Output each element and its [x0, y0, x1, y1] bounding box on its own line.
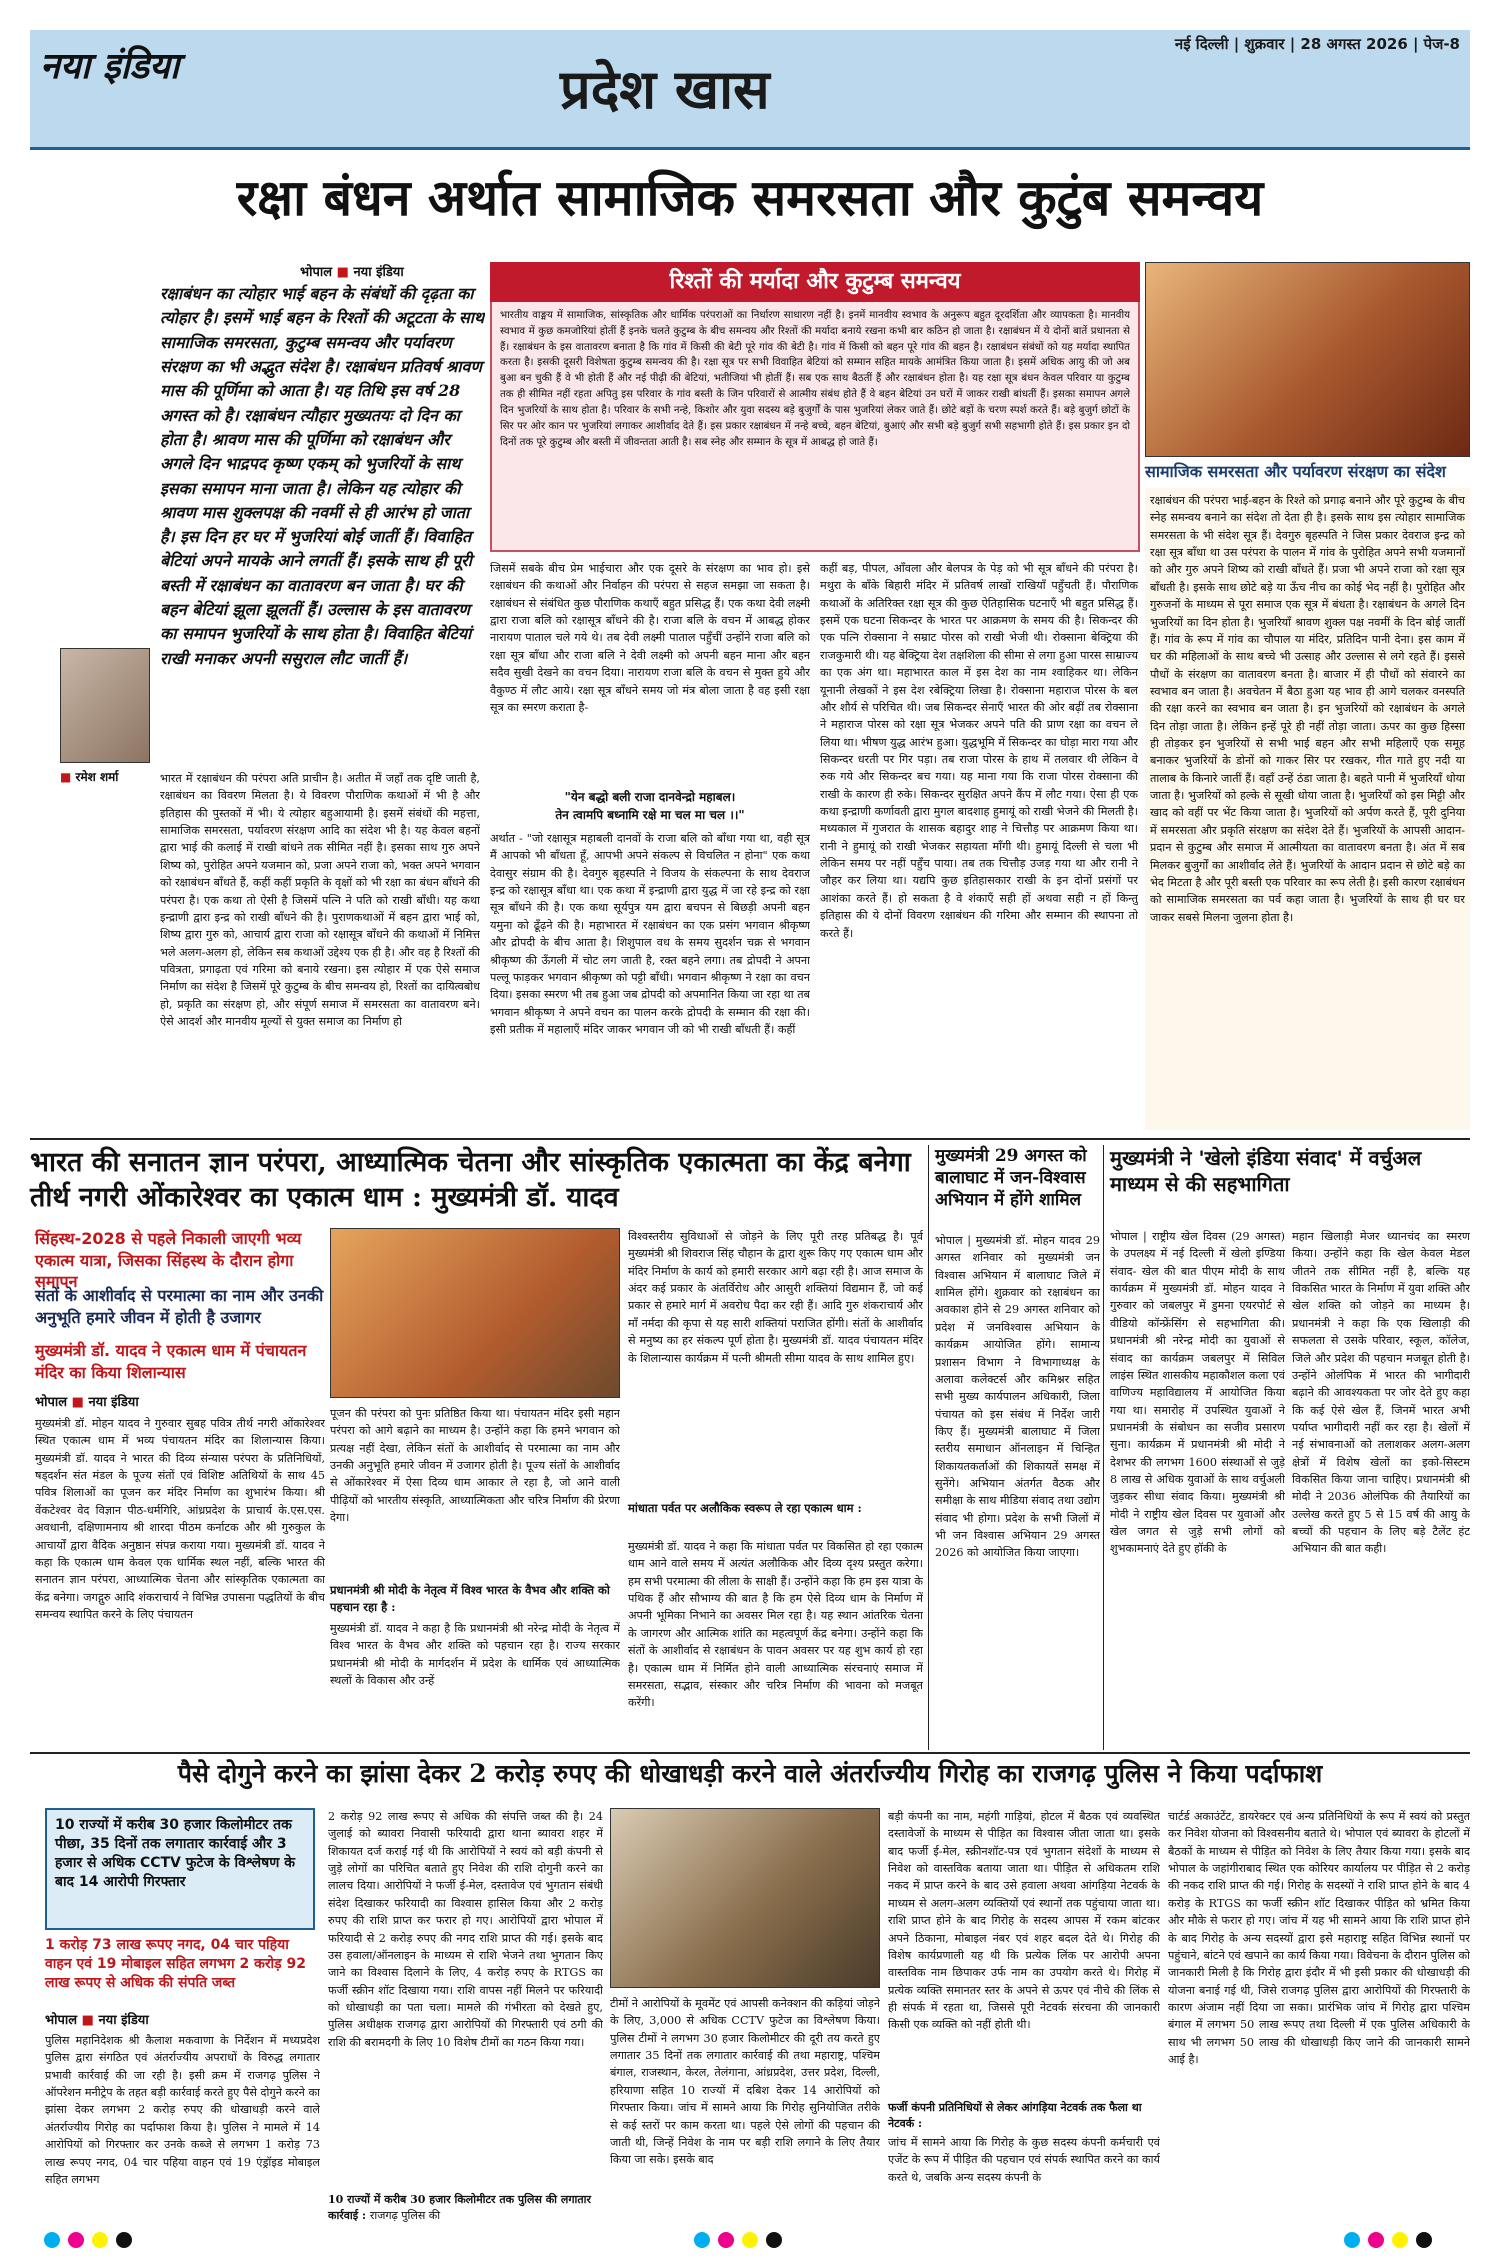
story5-sub2: 1 करोड़ 73 लाख रूपए नगद, 04 चार पहिया वाहन एवं 19 मोबाइल सहित लगभग 2 करोड़ 92 लाख रूपए से अधिक की संपति जब्त — [45, 1937, 307, 1991]
story2-byline-place: भोपाल — [35, 1395, 68, 1410]
author-square-icon: ■ — [60, 770, 72, 784]
column-rule — [1103, 1145, 1104, 1750]
story5-highlight-box — [45, 1808, 315, 1930]
black-dot-icon — [766, 2232, 782, 2248]
story5-inline-sub2: फर्जी कंपनी प्रतिनिधियों से लेकर आंगड़िया नेटवर्क तक फैला था नेटवर्क : — [888, 2101, 1142, 2130]
black-dot-icon — [1416, 2232, 1432, 2248]
story4-headline: मुख्यमंत्री ने 'खेलो इंडिया संवाद' में वर्चुअल माध्यम से की सहभागिता — [1110, 1146, 1422, 1196]
story5-inline-sub — [328, 2192, 603, 2224]
story2-byline-paper: नया इंडिया — [88, 1395, 139, 1410]
lead-body-col2b: अर्थात - "जो रक्षासूत्र महाबली दानवों के राजा बलि को बाँधा गया था, वही सूत्र मैं आपको भी बाँधता हूँ, आपभी अपने संकल्प से विचलित न होना" एक कथा देवासुर संग्राम की है। देवगुरु बृहस्पति ने विजय के संकल्पना के साथ देवराज इन्द्र को रक्षासूत्र बाँधा था। एक कथा में इन्द्राणी द्वारा युद्ध में जा रहे इन्द्र को रक्षा सूत्र बाँधने की है। एक कथा सूर्यपुत्र यम द्वारा बचपन से बिछड़ी अपनी बहन यमुना को ढूँढ़ने की है। महाभारत में रक्षाबंधन का एक प्रसंग भगवान श्रीकृष्ण और द्रोपदी के बीच आता है। शिशुपाल वध के समय सुदर्शन चक्र से भगवान श्रीकृष्ण की ऊँगली में चोट लग जाती है, रक्त बहने लगा। तब द्रोपदी ने अपना पल्लू फाड़कर भगवान श्रीकृष्ण को पट्टी बाँधी। भगवान श्रीकृष्ण ने रक्षा का वचन दिया। इसका स्मरण भी तब हुआ जब द्रोपदी को अपमानित किया जा रहा था तब भगवान श्रीकृष्ण ने अपने वचन का पालन करके द्रोपदी के सम्मान की रक्षा की। इसी प्रतीक में महालाएँ मंदिर जाकर भगवान जी को भी राखी बाँधती हैं। कहीं — [490, 832, 810, 1036]
column-rule — [928, 1145, 929, 1750]
story5-col2: 2 करोड़ 92 लाख रूपए से अधिक की संपत्ति जब्त की है। 24 जुलाई को ब्यावरा निवासी फरियादी द्वारा थाना ब्यावरा शहर में शिकायत दर्ज कराई गई थी कि आरोपियों ने स्वयं को बड़ी कंपनी से जुड़े लोगों का परिचित बताते हुए निवेश की राशि दोगुनी करने का लालच दिया। आरोपियों ने फर्जी ई-मेल, दस्तावेज एवं भुगतान संबंधी संदेश दिखाकर फरियादी का विश्वास हासिल किया और 2 करोड़ रुपए की राशि प्राप्त कर फरार हो गए। आरोपियों द्वारा भोपाल में फरियादी से 2 करोड़ रुपए की नगद राशि प्राप्त की गई। इसके बाद उस हवाला/ऑनलाइन के माध्यम से राशि भेजने तथा भुगतान किए जाने का विश्वास दिलाने के लिए, 4 करोड़ रुपए के RTGS का फर्जी स्क्रीन शॉट दिखाया गया। राशि वापस नहीं मिलने पर फरियादी को धोखाधड़ी का पता चला। मामले की गंभीरता को देखते हुए, पुलिस अधीक्षक राजगढ़ द्वारा आरोपियों की गिरफ्तारी एवं ठगी की राशि की बरामदगी के लिए 10 विशेष टीमों का गठन किया गया। — [328, 1810, 603, 2049]
byline-square-icon: ■ — [81, 2013, 94, 2028]
story2-headline: भारत की सनातन ज्ञान परंपरा, आध्यात्मिक चेतना और सांस्कृतिक एकात्मता का केंद्र बनेगा तीर्थ नगरी ओंकारेश्वर का एकात्म धाम : मुख्यमंत्री डॉ. यादव — [30, 1147, 911, 1214]
lead-body-col3: कहीं बड़, पीपल, आँवला और बेलपत्र के पेड़ को भी सूत्र बाँधने की परंपरा है। मथुरा के बाँके बिहारी मंदिर में प्रतिवर्ष लाखों राखियाँ पहुँचती हैं। पौराणिक कथाओं के अतिरिक्त रक्षा सूत्र की कुछ ऐतिहासिक घटनाएँ भी बहुत प्रसिद्ध हैं। इसमें एक घटना सिकन्दर के भारत पर आक्रमण के समय की है। सिकन्दर की एक पत्नि रोक्साना ने सम्राट पोरस को राखी भेजी थी। रोक्साना बेक्ट्रिया की राजकुमारी थी। यह बेक्ट्रिया देश तक्षशिला की सीमा से लगा हुआ पारस साम्राज्य का एक अंग था। महाभारत काल में इस देश का नाम श्वाहिकर था। लेकिन यूनानी लेखकों ने इस देश रबेक्ट्रिया लिखा है। रोक्साना महाराज पोरस के बल और शौर्य से परिचित थी। जब सिकन्दर सेनाएँ भारत की ओर बढ़ीं तब रोक्साना ने महाराज पोरस को रक्षा सूत्र भेजकर अपने पति की प्राण रक्षा का वचन ले लिया था। भीषण युद्ध आरंभ हुआ। युद्धभूमि में सिकन्दर का घोड़ा मारा गया और सिकन्दर धरती पर गिर पड़ा। तब राजा पोरस के हाथ में तलवार थी लेकिन वे रुक गये और सिकन्दर बच गया। यह माना गया कि राजा पोरस रोक्साना की राखी के कारण ही रुके। सिकन्दर सुरक्षित अपने कैंप में लौट गया। ऐसा ही एक कथा इन्द्राणी कर्णावती द्वारा मुगल बादशाह हुमायूं को राखी भेजने की मिलती है। मध्यकाल में गुजरात के शासक बहादुर शाह ने चित्तौड़ पर आक्रमण किया था। रानी ने हुमायूं को राखी भेजकर सहायता माँगी थी। हुमायूं दिल्ली से चला भी लेकिन समय पर नहीं पहुँच पाया। तब तक चित्तौड़ उजड़ गया था और रानी ने जौहर कर लिया था। यद्यपि कुछ इतिहासकार राखी के इन दोनों प्रसंगों पर आशंका करते हैं। हो सकता है वे शंकाएँ सही हों अथवा सही न हों किन्तु इतिहास की ये दोनों विवरण रक्षाबंधन की गरिमा और सम्मान की स्थापना तो करते हैं। — [820, 562, 1138, 940]
mantra-line-2: तेन त्वामपि बध्नामि रक्षे मा चल मा चल ।।" — [555, 808, 745, 822]
rakhi-photo — [1145, 262, 1470, 457]
sanskrit-mantra — [490, 788, 810, 824]
magenta-dot-icon — [68, 2232, 84, 2248]
registration-marks-right — [1340, 2232, 1436, 2252]
byline-place: भोपाल — [300, 265, 333, 280]
author-name — [60, 768, 118, 785]
story5-col4b: जांच में सामने आया कि गिरोह के कुछ सदस्य कंपनी कर्मचारी एवं एजेंट के रूप में पीड़ित की पहचान एवं संपर्क स्थापित करने का कार्य करते थे, जबकि अन्य सदस्य कंपनी के — [888, 2136, 1160, 2184]
magenta-dot-icon — [1368, 2232, 1384, 2248]
cyan-dot-icon — [1344, 2232, 1360, 2248]
byline-paper: नया इंडिया — [353, 265, 404, 280]
yellow-dot-icon — [742, 2232, 758, 2248]
lead-body-col1: भारत में रक्षाबंधन की परंपरा अति प्राचीन है। अतीत में जहाँ तक दृष्टि जाती है, रक्षाबंधन का विवरण मिलता है। ये विवरण पौराणिक कथाओं में भी है और इतिहास की पुस्तकों में भी। ये त्योहार बहुआयामी है। इसमें संबंधों की महत्ता, सामाजिक समरसता, पर्यावरण संरक्षण आदि का संदेश भी है। यह केवल बहनों द्वारा भाई की कलाई में राखी बांधने तक सीमित नहीं है। इसका साथ गुरु अपने शिष्य को, पुरोहित अपने यजमान को, प्रजा अपने राजा को, भक्त अपने भगवान को रक्षाबंधन बाँधते हैं, कहीं कहीं प्रकृति के वृक्षों को भी रक्षा का बंधन बाँधने की परंपरा है। एक कथा तो ऐसी है जिसमें पत्नि ने पति को राखी बाँधी। यह कथा इन्द्राणी द्वारा इन्द्र को राखी बाँधने की है। पुराणकथाओं में बहन द्वारा भाई को, शिष्य द्वारा गुरु को, आचार्य द्वारा राजा को रक्षासूत्र बाँधने की कथाओं में निमित्त भले अलग-अलग हो, लेकिन सब कथाओं उद्देश्य एक ही है। और वह है रिश्तों की पवित्रता, प्रगाढ़ता एवं गरिमा को बनाये रखना। इस त्योहार में एक ऐसे समाज निर्माण का संदेश है जिसमें पूरे कुटुम्ब के बीच समन्वय हो, रिश्तों का दायित्वबोध हो, प्रकृति का संरक्षण हो, और संपूर्ण समाज में समरसता का वातावरण बने। ऐसे आदर्श और मानवीय मूल्यों से युक्त समाज का निर्माण हो — [160, 772, 480, 1029]
story2-sub1: सिंहस्थ-2028 से पहले निकाली जाएगी भव्य एकात्म यात्रा, जिसका सिंहस्थ के दौरान होगा समापन — [35, 1229, 302, 1292]
cyan-dot-icon — [694, 2232, 710, 2248]
newspaper-logo: नया इंडिया — [40, 46, 180, 87]
box-feature-text: भारतीय वाङ्मय में सामाजिक, सांस्कृतिक और धार्मिक परंपराओं का निर्धारण साधारण नहीं है। इनमें मानवीय स्वभाव के अनुरूप बहुत दूरदर्शिता और व्यापकता है। मानवीय स्वभाव में कुछ कमजोरियां होतीं हैं इनके चलते कुटुम्ब के बीच समन्वय और रिश्तों की मर्यादा बनाये रखना कभी बार कठिन हो जाता है। रक्षाबंधन में ये दोनों बातें प्रधानता से हैं। रक्षाबंधन के इस वातावरण बनाता है कि गांव में किसी की बेटी पूरे गांव की बेटी है। गांव में किसी को बहन पूरे गांव की बहन है। रक्षाबंधन संबंधों को यह मर्यादा स्थापित करता है। इसकी दूसरी विशेषता कुटुम्ब समन्वय की है। रक्षा सूत्र पर सभी विवाहित बेटियां को सम्मान सहित मायके आमंत्रित किया जाता है। इसमें अधिक आयु की जो अब बुआ बन चुकी हैं वे भी होती हैं और नई पीढ़ी की बेटियां, भतीजियां भी होतीं हैं। सब एक साथ बैठतीं हैं और रक्षाबंधन होता है। यह रक्षा सूत्र बंधन केवल परिवार या कुटुम्ब तक ही सीमित नहीं रहता अपितु इस परिवार के गांव बस्ती के जिन परिवारों से आत्मीय संबंध होते हैं वे बहन बेटियां उन घरों में जाकर राखी बांधतीं हैं। इसका समापन अगले दिन भुजरियों के साथ होता है। परिवार के सभी नन्हे, किशोर और युवा सदस्य बड़े बुजुर्गों के पास भुजरियां लेकर जाते हैं। छोटे बड़ों के चरण स्पर्श करते हैं। बड़े बुजुर्ग छोटों के सिर पर ओर कान पर भुजरियां लगाकर आशीर्वाद देते हैं। इस प्रकार रक्षाबंधन में नन्हे बच्चे, बहन बेटियां, बुआएं और सभी बड़े बुजुर्ग सभी सहभागी होते हैं। इस प्रकार इन दो दिनों तक पूरे कुटुम्ब और बस्ती में जीवन्तता आती है। सब स्नेह और सम्मान के सूत्र में आबद्ध हो जाते हैं। — [500, 310, 1130, 448]
story5-box-text: 10 राज्यों में करीब 30 हजार किलोमीटर तक पीछा, 35 दिनों तक लगातार कार्रवाई और 3 हजार से अधिक CCTV फुटेज के विश्लेषण के बाद 14 आरोपी गिरफ्तार — [55, 1817, 295, 1890]
byline-square-icon: ■ — [336, 265, 349, 280]
byline-square-icon: ■ — [71, 1395, 84, 1410]
lead-sidebar-text: रक्षाबंधन की परंपरा भाई-बहन के रिश्ते को प्रगाढ़ बनाने और पूरे कुटुम्ब के बीच स्नेह समन्वय बनाने का संदेश तो देता ही है। इसके साथ इस त्योहार सामाजिक समरसता के भी संदेश सूत्र हैं। देवगुरु बृहस्पति ने जिस प्रकार देवराज इन्द्र को रक्षा सूत्र बाँधा था उस परंपरा के पालन में गांव के पुरोहित अपने सभी यजमानों को और गुरु अपने शिष्य को राखी बाँधते हैं। प्रजा भी अपने राजा को रक्षा सूत्र बाँधती है। इसके साथ छोटे बड़े या ऊँच नीच का कोई भेद नहीं है। पुरोहित और गुरुजनों के माध्यम से पूरा समाज एक सूत्र में बंधता है। रक्षाबंधन के अगले दिन भुजरियों का दिन होता है। भुजरियाँ श्रावण शुक्ल पक्ष नवमीं के दिन बोई जातीं हैं। गांव के रूप में गांव का चौपाल या मंदिर, प्रतिदिन पानी देना। इस काम में घर की महिलाओं के साथ बच्चे भी उत्साह और उल्लास से लगे रहते हैं। इससे पौधों के संरक्षण का वातावरण बनता है। बाजार में ही पौधों को संवारने का स्वभाव बन जाता है। अवचेतन में बैठा हुआ यह भाव ही आगे चलकर वनस्पति की रक्षा करने का स्वभाव बन जाता है। इन भुजरियों को रक्षाबंधन के अगले दिन तोड़ा जाता है। लेकिन इन्हें पूरे ही नहीं तोड़ा जाता। ऊपर का कुछ हिस्सा ही तोड़कर इन भुजरियों से सभी भाई बहन और सभी महिलाएँ एक समूह बनाकर भुजरियों के डोनों को गाकर सिर पर रखकर, गीत गाते हुए नदी या तालाब के किनारे जातीं हैं। वहाँ उन्हें ठंडा जाता है। बहते पानी में भुजरियाँ धोया जाता है। भुजरियों को हल्के से सूखी धोया जाता है। भुजरियाँ को इस मिट्टी और खाद को वहीं पर भेंट किया जाता है। भुजरियों को अर्पण करते हैं, पूरी दुनिया में समरसता और प्रकृति संरक्षण का संदेश देते हैं। भुजरियों के आपसी आदान-प्रदान से कुटुम्ब और समाज में आत्मीयता का वातावरण बनता है। अंत में सब मिलकर बुजुर्गों का आशीर्वाद लेते हैं। भुजरियों के आदान प्रदान से छोटे बड़े का भेद मिटता है और पूरी बस्ती एक परिवार का रूप लेती है। इसी कारण रक्षाबंधन को सामाजिक समरसता का पर्व कहा जाता है। भुजरियों के साथ ही घर घर जाकर सबसे मिलना जुलना होता है। — [1150, 494, 1465, 924]
cyan-dot-icon — [44, 2232, 60, 2248]
story2-sub3: मुख्यमंत्री डॉ. यादव ने एकात्म धाम में पंचायतन मंदिर का किया शिलान्यास — [35, 1341, 307, 1382]
story2-sub2: संतों के आशीर्वाद से परमात्मा का नाम और उनकी अनुभूति हमारे जीवन में होती है उजागर — [35, 1286, 324, 1327]
lead-body-col2: जिसमें सबके बीच प्रेम भाईचारा और एक दूसरे के संरक्षण का भाव हो। इसे रक्षाबंधन की कथाओं और निर्वाहन की परंपरा से सहज समझा जा सकता है। रक्षाबंधन से संबंधित कुछ पौराणिक कथाएँ बहुत प्रसिद्ध हैं। एक कथा देवी लक्ष्मी द्वारा राजा बलि को रक्षासूत्र बाँधने की है। राजा बलि के वचन में आबद्ध होकर नारायण पाताल चले गये थे। तब देवी लक्ष्मी पाताल पहुँचीं उन्होंने राजा बलि को रक्षा सूत्र बाँधा और राजा बलि ने देवी लक्ष्मी को अपनी बहन माना और बहन सदैव सुखी देखने का वचन दिया। नारायण राजा बलि के वचन से मुक्त हुये और वैकुण्ठ में लौट आये। रक्षा सूत्र बाँधने समय जो मंत्र बोला जाता है वह इसी रक्षा सूत्र का स्मरण कराता है- — [490, 562, 810, 714]
magenta-dot-icon — [718, 2232, 734, 2248]
registration-marks-left — [40, 2232, 136, 2252]
author-name-text: रमेश शर्मा — [75, 770, 119, 784]
section-title: प्रदेश खास — [560, 57, 770, 121]
black-dot-icon — [116, 2232, 132, 2248]
mantra-line-1: "येन बद्धो बली राजा दानवेन्द्रो महाबल। — [564, 790, 736, 804]
story5-byline-place: भोपाल — [45, 2013, 78, 2028]
story3-body: भोपाल | मुख्यमंत्री डॉ. मोहन यादव 29 अगस्त शनिवार को मुख्यमंत्री जन विश्वास अभियान में बालाघाट जिले में शामिल होंगे। शुक्रवार को रक्षाबंधन का अवकाश होने से 29 अगस्त शनिवार को प्रदेश में जनविश्वास अभियान के कार्यक्रम आयोजित होंगे। सामान्य प्रशासन विभाग ने विभागाध्यक्ष के अलावा कलेक्टर्स और कमिश्नर सहित सभी मुख्य कार्यपालन अधिकारी, जिला पंचायत को इस संबंध में निर्देश जारी किए हैं। मुख्यमंत्री बालाघाट में जिला स्तरीय समाधान ऑनलाइन में चिन्हित शिकायतकर्ताओं की शिकायतें समक्ष में सुनेंगे। अभियान अंतर्गत वैठक और समीक्षा के साथ मीडिया संवाद तथा उद्योग संवाद भी होगा। प्रदेश के सभी जिलों में भी जन विश्वास अभियान 29 अगस्त 2026 को आयोजित किया जाएगा। — [935, 1234, 1100, 1560]
story5-col5: चार्टर्ड अकाउंटेंट, डायरेक्टर एवं अन्य प्रतिनिधियों के रूप में स्वयं को प्रस्तुत कर निवेश योजना को विश्वसनीय बताते थे। भोपाल एवं ब्यावरा के होटलों में बैठकों के माध्यम से पीड़ित को निवेश के लिए तैयार किया गया। इसके बाद भोपाल के जहांगीराबाद स्थित एक कोरियर कार्यालय पर पीड़ित से 2 करोड़ की नकद राशि प्राप्त की गई। गिरोह के सदस्यों ने राशि प्राप्त होने के बाद 4 करोड़ के RTGS का फर्जी स्क्रीन शॉट दिखाकर पीड़ित को भ्रमित किया और मौके से फरार हो गए। जांच में यह भी सामने आया कि राशि प्राप्त होने के बाद गिरोह के अन्य सदस्यों द्वारा इसे महाराष्ट्र सहित विभिन्न स्थानों पर पहुंचाने, बांटने एवं खपाने का कार्य किया गया। विवेचना के दौरान पुलिस को जानकारी मिली है कि गिरोह द्वारा इंदौर में भी इसी प्रकार की धोखाधड़ी की योजना बनाई गई थी, जिसे राजगढ़ पुलिस द्वारा आरोपियों की गिरफ्तारी के कारण अंजाम नहीं दिया जा सका। प्रारंभिक जांच में गिरोह द्वारा पश्चिम बंगाल में लगभग 50 लाख रूपए तथा दिल्ली में एक पुलिस अधिकारी के साथ भी लगभग 50 लाख की धोखाधड़ी किए जाने की जानकारी सामने आई है। — [1168, 1810, 1470, 2067]
story2-col2: पूजन की परंपरा को पुनः प्रतिष्ठित किया था। पंचायतन मंदिर इसी महान परंपरा को आगे बढ़ाने का माध्यम है। उन्होंने कहा कि हमने भगवान को प्रत्यक्ष नहीं देखा, लेकिन संतों के आशीर्वाद से परमात्मा का नाम और उनकी अनुभूति हमारे जीवन में उजागर होती है। पूज्य संतों के आशीर्वाद से ओंकारेश्वर में ऐसा दिव्य धाम आकार ले रहा है, जो आने वाली पीढ़ियों को भारतीय संस्कृति, आध्यात्मिकता और चरित्र निर्माण की प्रेरणा देगा। — [330, 1407, 620, 1525]
registration-marks-center — [690, 2232, 786, 2252]
box-feature-title: रिश्तों की मर्यादा और कुटुम्ब समन्वय — [490, 262, 1140, 302]
section-divider — [30, 1752, 1470, 1754]
yellow-dot-icon — [1392, 2232, 1408, 2248]
story5-col4: बड़ी कंपनी का नाम, महंगी गाड़ियां, होटल में बैठक एवं व्यवस्थित दस्तावेजों के माध्यम से पीड़ित का विश्वास जीता जाता था। इसके बाद फर्जी ई-मेल, स्क्रीनशॉट-पत्र एवं भुगतान संदेशों के माध्यम से निवेश को वास्तविक बताया जाता था। पीड़ित से अधिकतम राशि नकद में प्राप्त करने के बाद उसे हवाला अथवा आंगड़िया नेटवर्क के माध्यम से अलग-अलग व्यक्तियों एवं स्थानों तक पहुंचाया जाता था। राशि प्राप्त होने के बाद गिरोह के सदस्य आपस में रकम बांटकर अपने ठिकाना, मोबाइल नंबर एवं शहर बदल देते थे। गिरोह की विशेष कार्यप्रणाली यह थी कि प्रत्येक लिंक पर आरोपी अपना वास्तविक नाम छिपाकर उर्फ नाम का उपयोग करते थे। गिरोह में प्रत्येक व्यक्ति समानतर स्तर के अपने से ऊपर एवं नीचे की लिंक से ही संपर्क में रहता था, जिससे पूरी नेटवर्क संरचना की जानकारी किसी एक व्यक्ति को नहीं होती थी। — [888, 1810, 1160, 2032]
story4-col2: महान खिलाड़ी मेजर ध्यानचंद का स्मरण किया। उन्होंने कहा कि खेल केवल मेडल जीतने तक सीमित नहीं है, बल्कि यह विकसित भारत के निर्माण में युवा शक्ति और खेल शक्ति को जोड़ने का माध्यम है। प्रधानमंत्री ने कहा कि एक खिलाड़ी की सफलता से उसके परिवार, स्कूल, कॉलेज, जिले और प्रदेश की पहचान मजबूत होती है। उन्होंने ओलंपिक में भारत की भागीदारी बढ़ाने की आवश्यकता पर जोर देते हुए कहा कि कई ऐसे खेल हैं, जिनमें भारत अभी पर्याप्त भागीदारी नहीं कर रहा है। खेलों में नई संभावनाओं को तलाशकर अलग-अलग क्षेत्रों में विशेष खेलों का इको-सिस्टम विकसित किया जाना चाहिए। प्रधानमंत्री श्री मोदी ने 2036 ओलंपिक की तैयारियों का उल्लेख करते हुए 5 से 15 वर्ष की आयु के बच्चों की पहचान के लिए बड़े टैलेंट हंट अभियान की बात कही। — [1292, 1230, 1470, 1556]
story5-inline-sub-text: 10 राज्यों में करीब 30 हजार किलोमीटर तक पुलिस की लगातार कार्रवाई : — [328, 2193, 591, 2222]
story2-photo — [330, 1228, 620, 1398]
story5-headline: पैसे दोगुने करने का झांसा देकर 2 करोड़ रुपए की धोखाधड़ी करने वाले अंतर्राज्यीय गिरोह का राजगढ़ पुलिस ने किया पर्दाफाश — [177, 1759, 1323, 1788]
author-photo — [60, 648, 150, 763]
lead-lede: रक्षाबंधन का त्योहार भाई बहन के संबंधों की दृढ़ता का त्योहार है। इसमें भाई बहन के रिश्तों की अटूटता के साथ सामाजिक समरसता, कुटुम्ब समन्वय और पर्यावरण संरक्षण का भी अद्भुत संदेश है। रक्षाबंधन प्रतिवर्ष श्रावण मास की पूर्णिमा को आता है। यह तिथि इस वर्ष 28 अगस्त को है। रक्षाबंधन त्यौहार मुख्यतयः दो दिन का होता है। श्रावण मास की पूर्णिमा को रक्षाबंधन और अगले दिन भाद्रपद कृष्ण एकम् को भुजरियों के साथ इसका समापन माना जाता है। लेकिन यह त्योहार की श्रावण मास शुक्लपक्ष की नवमीं से ही आरंभ हो जाता है। इस दिन हर घर में भुजरियां बोई जातीं हैं। विवाहित बेटियां अपने मायके आने लगतीं हैं। इसके साथ ही पूरी बस्ती में रक्षाबंधन का वातावरण बन जाता है। घर की बहन बेटियां झूला झूलतीं हैं। उल्लास के इस वातावरण का समापन भुजरियों के साथ होता है। विवाहित बेटियां राखी मनाकर अपनी ससुराल लौट जातीं हैं। — [160, 284, 485, 668]
story2-col2b: मुख्यमंत्री डॉ. यादव ने कहा है कि प्रधानमंत्री श्री नरेन्द्र मोदी के नेतृत्व में विश्व भारत के वैभव और शक्ति को पहचान रहा है। राज्य सरकार प्रधानमंत्री श्री मोदी के मार्गदर्शन में प्रदेश के धार्मिक एवं आध्यात्मिक स्थलों के विकास और उन्हें — [330, 1622, 620, 1688]
story2-inline-sub: प्रधानमंत्री श्री मोदी के नेतृत्व में विश्व भारत के वैभव और शक्ति को पहचान रहा है : — [330, 1583, 610, 1615]
dateline: नई दिल्ली | शुक्रवार | 28 अगस्त 2026 | पेज-8 — [1174, 35, 1460, 53]
section-divider — [30, 1138, 1470, 1140]
lead-headline: रक्षा बंधन अर्थात सामाजिक समरसता और कुटुंब समन्वय — [236, 168, 1264, 227]
lead-byline — [300, 262, 404, 280]
story5-photo — [610, 1808, 880, 1988]
story5-byline-paper: नया इंडिया — [98, 2013, 149, 2028]
story2-col3b: मुख्यमंत्री डॉ. यादव ने कहा कि मांधाता पर्वत पर विकसित हो रहा एकात्म धाम आने वाले समय में अत्यंत अलौकिक और दिव्य दृश्य प्रस्तुत करेगा। हम सभी परमात्मा की लीला के साक्षी हैं। उन्होंने कहा कि हम इस यात्रा के पथिक हैं और सौभाग्य की बात है कि हम ऐसे दिव्य धाम के निर्माण में अपनी भूमिका निभाने का अवसर मिल रहा है। यह स्थान आंतरिक चेतना के जागरण और आत्मिक शांति का महत्वपूर्ण केंद्र बनेगा। उन्होंने कहा कि संतों के आशीर्वाद से रक्षाबंधन के पावन अवसर पर यह शुभ कार्य हो रहा है। एकात्म धाम में निर्मित होने वाली आध्यात्मिक संरचनाएं समाज में समरसता, सद्भाव, संस्कार और चरित्र निर्माण की भावना को मजबूत करेंगी। — [628, 1540, 923, 1710]
story2-byline — [35, 1392, 139, 1410]
story4-col1: भोपाल | राष्ट्रीय खेल दिवस (29 अगस्त) के उपलक्ष्य में नई दिल्ली में खेलो इण्डिया संवाद- खेल की बात पीएम मोदी के साथ कार्यक्रम में मुख्यमंत्री डॉ. मोहन यादव ने गुरुवार को जबलपुर में डुमना एयरपोर्ट से वीडियो कॉन्फ्रेंसिंग से सहभागिता की। प्रधानमंत्री श्री नरेन्द्र मोदी का युवाओं से संवाद का कार्यक्रम जबलपुर में सिविल लाइंस स्थित शासकीय महाकौशल कला एवं वाणिज्य महाविद्यालय में आयोजित किया गया था। समारोह में उपस्थित युवाओं ने प्रधानमंत्री के संबोधन का सजीव प्रसारण सुना। कार्यक्रम में प्रधानमंत्री श्री मोदी ने देशभर की लगभग 1600 संस्थाओं से जुड़े 8 लाख से अधिक युवाओं के साथ वर्चुअली जुड़कर सीधा संवाद किया। मुख्यमंत्री श्री मोदी ने राष्ट्रीय खेल दिवस पर युवाओं और खेल जगत से जुड़े सभी लोगों को शुभकामनाएं देते हुए हॉकी के — [1110, 1230, 1285, 1556]
story3-headline: मुख्यमंत्री 29 अगस्त को बालाघाट में जन-विश्वास अभियान में होंगे शामिल — [935, 1146, 1087, 1211]
story2-inline-sub2: मांधाता पर्वत पर अलौकिक स्वरूप ले रहा एकात्म धाम : — [628, 1501, 862, 1515]
story2-col3: विश्वस्तरीय सुविधाओं से जोड़ने के लिए पूरी तरह प्रतिबद्ध है। पूर्व मुख्यमंत्री श्री शिवराज सिंह चौहान के द्वारा शुरू किए गए एकात्म धाम और मंदिर निर्माण के कार्य को हमारी सरकार आगे बढ़ा रही है। आज समाज के अंदर कई प्रकार के अंतर्विरोध और आसुरी शक्तियां विद्यमान हैं, जो कई प्रकार से हमारे मार्ग में अवरोध पैदा कर रही हैं। आदि गुरु शंकराचार्य और माँ नर्मदा की कृपा से यह सारी शक्तियां पराजित होंगी। संतों के आशीर्वाद से मनुष्य का हर संकल्प पूर्ण होता है। मुख्यमंत्री डॉ. यादव पंचायतन मंदिर के शिलान्यास कार्यक्रम में पत्नी श्रीमती सीमा यादव के साथ शामिल हुए। — [628, 1230, 923, 1365]
story5-col1: पुलिस महानिदेशक श्री कैलाश मकवाणा के निर्देशन में मध्यप्रदेश पुलिस द्वारा संगठित एवं अंतर्राज्यीय अपराधों के विरुद्ध लगातार प्रभावी कार्रवाई की जा रही है। इसी क्रम में राजगढ़ पुलिस ने ऑपरेशन मनीट्रेप के तहत बड़ी कार्रवाई करते हुए पैसे दोगुने करने का झांसा देकर लगभग 2 करोड़ रुपए की धोखाधड़ी करने वाले अंतर्राज्यीय गिरोह का पर्दाफाश किया है। पुलिस ने मामले में 14 आरोपियों को गिरफ्तार कर उनके कब्जे से लगभग 1 करोड़ 73 लाख रूपए नगद, 04 चार पहिया वाहन एवं 19 एंड्रॉइड मोबाइल सहित लगभग — [45, 2034, 320, 2186]
rakhi-photo-caption: सामाजिक समरसता और पर्यावरण संरक्षण का संदेश — [1145, 462, 1446, 481]
yellow-dot-icon — [92, 2232, 108, 2248]
story5-col2b: राजगढ़ पुलिस की — [369, 2208, 441, 2222]
story2-col1: मुख्यमंत्री डॉ. मोहन यादव ने गुरुवार सुबह पवित्र तीर्थ नगरी ओंकारेश्वर स्थित एकात्म धाम में भव्य पंचायतन मंदिर का शिलान्यास किया। मुख्यमंत्री डॉ. यादव ने भारत की दिव्य संन्यास परंपरा के प्रतिनिधियों, षड्दर्शन संत मंडल के पूज्य संतों एवं विशिष्ट अतिथियों के साथ 45 पवित्र शिलाओं का पूजन कर मंदिर निर्माण का शुभारंभ किया। श्री वेंकटेश्वर वेद विज्ञान पीठ-धर्मगिरि, आंध्रप्रदेश के प्राचार्य के.एस.एस. अवधानी, दक्षिणामनाय श्री शारदा पीठम कर्नाटक और श्री गुरुकुल के आचार्यों द्वारा वैदिक अनुष्ठान संपन्न कराया गया। मुख्यमंत्री डॉ. यादव ने कहा कि एकात्म धाम केवल एक धार्मिक स्थल नहीं, बल्कि भारत की सनातन ज्ञान परंपरा, आध्यात्मिक चेतना और सांस्कृतिक एकात्मता का केंद्र बनेगा। जगद्गुरु आदि शंकराचार्य ने विभिन्न उपासना पद्धतियों के बीच समन्वय स्थापित करने के लिए पंचायतन — [35, 1417, 325, 1621]
story5-byline — [45, 2010, 149, 2028]
story5-col3: टीमों ने आरोपियों के मूवमेंट एवं आपसी कनेक्शन की कड़ियां जोड़ने के लिए, 3,000 से अधिक CCTV फुटेज का विश्लेषण किया। पुलिस टीमों ने लगभग 30 हजार किलोमीटर की दूरी तय करते हुए लगातार 35 दिनों तक लगातार कार्रवाई की तथा महाराष्ट्र, पश्चिम बंगाल, राजस्थान, केरल, तेलंगाना, आंध्रप्रदेश, उत्तर प्रदेश, दिल्ली, हरियाणा सहित 10 राज्यों में दबिश देकर 14 आरोपियों को गिरफ्तार किया। जांच में सामने आया कि गिरोह सुनियोजित तरीके से कई स्तरों पर काम करता था। पहले ऐसे लोगों की पहचान की जाती थी, जिन्हें निवेश के नाम पर बड़ी राशि लगाने के लिए तैयार किया जा सके। इसके बाद — [610, 1997, 880, 2167]
